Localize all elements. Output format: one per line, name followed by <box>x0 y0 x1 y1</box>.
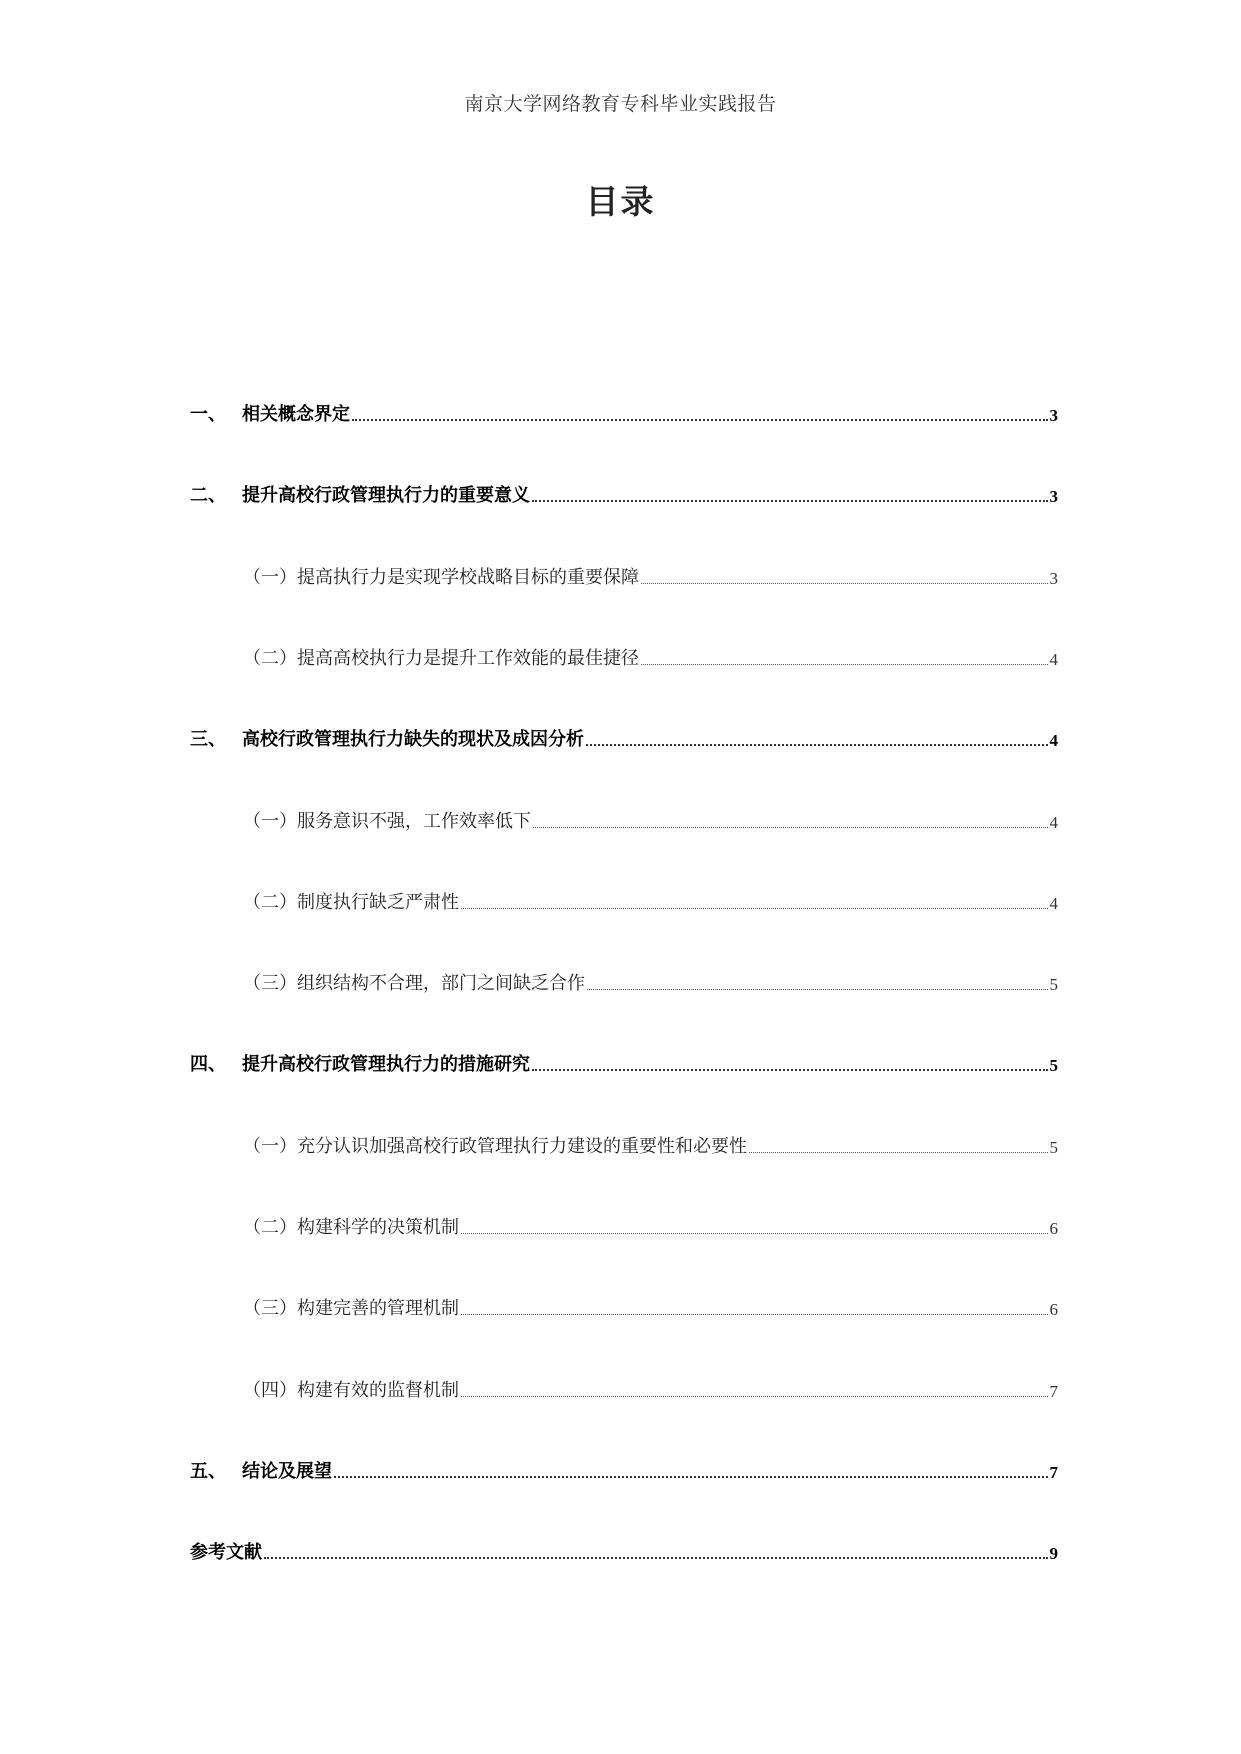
dot-leader <box>532 500 1048 502</box>
entry-page-number: 7 <box>1049 1382 1058 1401</box>
entry-page-number: 5 <box>1049 1056 1058 1075</box>
entry-page-number: 4 <box>1049 650 1058 669</box>
entry-text: 提升高校行政管理执行力的重要意义 <box>242 485 530 506</box>
dot-leader <box>749 1152 1048 1153</box>
dot-leader <box>264 1557 1048 1559</box>
toc-title: 目录 <box>585 182 656 221</box>
toc-entry[interactable] <box>190 477 1058 507</box>
dot-leader <box>461 1314 1048 1315</box>
dot-leader <box>461 908 1048 909</box>
entry-number: 一、 <box>190 404 226 425</box>
entry-text: （二）构建科学的决策机制 <box>243 1217 459 1238</box>
toc-entry[interactable] <box>190 1534 1058 1564</box>
entry-page-number: 5 <box>1049 1138 1058 1157</box>
toc-entry[interactable] <box>243 803 1058 833</box>
dot-leader <box>533 827 1048 828</box>
dot-leader <box>586 744 1048 746</box>
entry-text: （三）组织结构不合理，部门之间缺乏合作 <box>243 973 585 994</box>
toc-entry[interactable] <box>243 640 1058 670</box>
entry-page-number: 3 <box>1049 487 1058 506</box>
entry-text: 相关概念界定 <box>242 404 350 425</box>
dot-leader <box>641 664 1048 665</box>
entry-text: （二）制度执行缺乏严肃性 <box>243 892 459 913</box>
dot-leader <box>334 1476 1048 1478</box>
entry-number: 三、 <box>190 729 226 750</box>
entry-page-number: 6 <box>1049 1300 1058 1319</box>
toc-entry[interactable] <box>243 1372 1058 1402</box>
entry-text: （一）提高执行力是实现学校战略目标的重要保障 <box>243 567 639 588</box>
toc-entry[interactable] <box>243 1290 1058 1320</box>
dot-leader <box>532 1069 1048 1071</box>
toc-entry[interactable] <box>190 396 1058 426</box>
entry-text: （二）提高高校执行力是提升工作效能的最佳捷径 <box>243 648 639 669</box>
entry-page-number: 9 <box>1049 1544 1058 1563</box>
toc-entry[interactable] <box>243 1209 1058 1239</box>
dot-leader <box>461 1233 1048 1234</box>
entry-text: 提升高校行政管理执行力的措施研究 <box>242 1054 530 1075</box>
entry-text: 参考文献 <box>190 1542 262 1563</box>
entry-number: 五、 <box>190 1461 226 1482</box>
entry-page-number: 6 <box>1049 1219 1058 1238</box>
entry-page-number: 5 <box>1049 975 1058 994</box>
entry-page-number: 4 <box>1049 813 1058 832</box>
dot-leader <box>641 583 1048 584</box>
entry-number: 四、 <box>190 1054 226 1075</box>
dot-leader <box>587 989 1048 990</box>
toc-entry[interactable] <box>243 559 1058 589</box>
entry-text: （四）构建有效的监督机制 <box>243 1380 459 1401</box>
entry-page-number: 4 <box>1049 731 1058 750</box>
toc-entry[interactable] <box>190 1046 1058 1076</box>
page-header: 南京大学网络教育专科毕业实践报告 <box>464 93 777 115</box>
dot-leader <box>352 419 1048 421</box>
entry-text: 结论及展望 <box>242 1461 332 1482</box>
toc-entry[interactable] <box>190 1453 1058 1483</box>
entry-number: 二、 <box>190 485 226 506</box>
entry-text: （一）服务意识不强，工作效率低下 <box>243 811 531 832</box>
entry-text: （三）构建完善的管理机制 <box>243 1298 459 1319</box>
entry-page-number: 7 <box>1049 1463 1058 1482</box>
dot-leader <box>461 1396 1048 1397</box>
toc-entry[interactable] <box>243 1128 1058 1158</box>
entry-page-number: 3 <box>1049 406 1058 425</box>
entry-page-number: 4 <box>1049 894 1058 913</box>
entry-text: 高校行政管理执行力缺失的现状及成因分析 <box>242 729 584 750</box>
entry-page-number: 3 <box>1049 569 1058 588</box>
toc-entry[interactable] <box>243 965 1058 995</box>
entry-text: （一）充分认识加强高校行政管理执行力建设的重要性和必要性 <box>243 1136 747 1157</box>
toc-entry[interactable] <box>243 884 1058 914</box>
toc-entry[interactable] <box>190 721 1058 751</box>
